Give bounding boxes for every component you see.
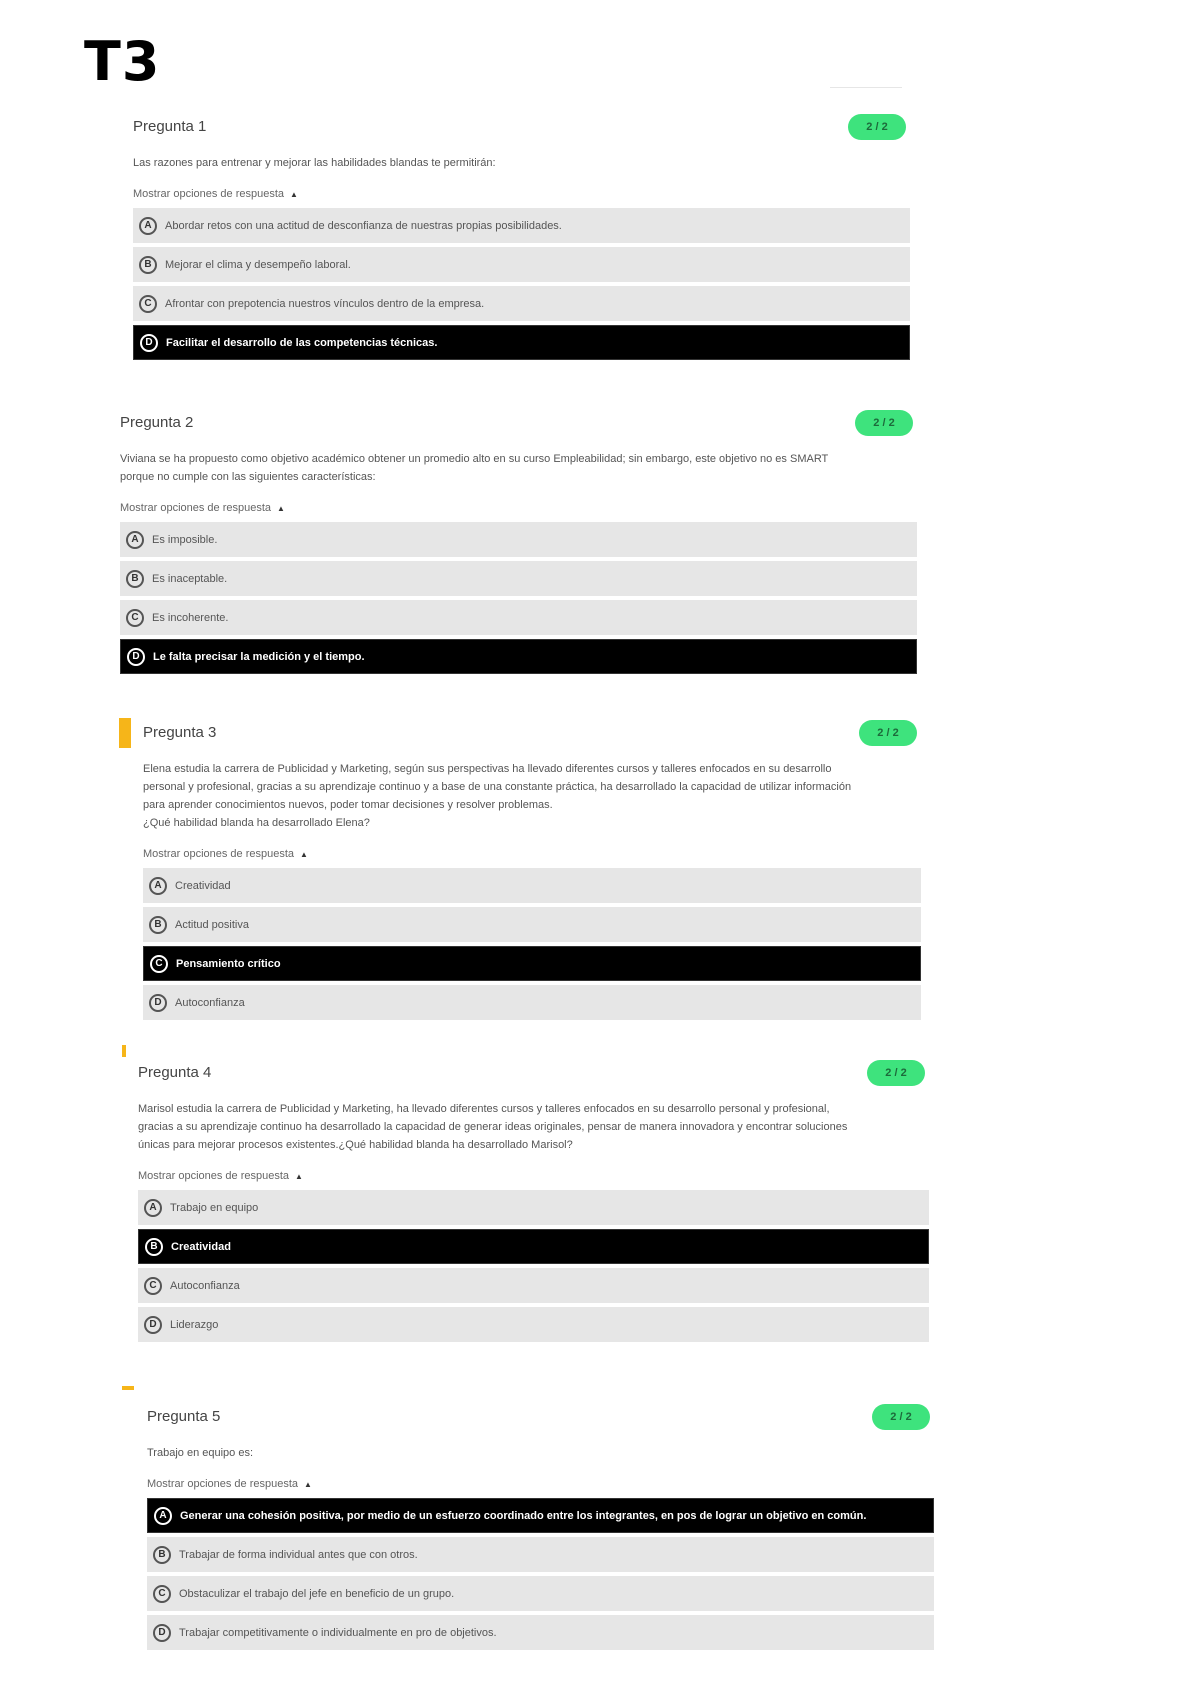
question-text (133, 154, 910, 172)
question-text (138, 1100, 929, 1154)
option-letter-icon: A (154, 1507, 172, 1525)
option-label: Autoconfianza (170, 1279, 240, 1292)
answer-option-c[interactable] (138, 1268, 929, 1303)
option-letter-icon: C (144, 1277, 162, 1295)
question-text-line: únicas para mejorar procesos existentes.¿Qué habilidad blanda ha desarrollado Marisol? (138, 1139, 573, 1151)
question-header (138, 1058, 929, 1088)
answer-options (143, 868, 921, 1020)
question-text-line: ¿Qué habilidad blanda ha desarrollado Elena? (143, 817, 370, 829)
question-text-line: Las razones para entrenar y mejorar las habilidades blandas te permitirán: (133, 157, 496, 169)
question-1 (133, 112, 910, 364)
option-letter-icon: C (126, 609, 144, 627)
score-badge: 2 / 2 (855, 410, 913, 436)
option-label: Es imposible. (152, 533, 218, 546)
answer-options (138, 1190, 929, 1342)
answer-option-a[interactable] (143, 868, 921, 903)
question-header (147, 1402, 934, 1432)
question-header (120, 408, 917, 438)
chevron-up-icon: ▲ (290, 189, 298, 199)
toggle-label: Mostrar opciones de respuesta (147, 1478, 299, 1490)
option-letter-icon: D (144, 1316, 162, 1334)
toggle-label: Mostrar opciones de respuesta (143, 848, 295, 860)
option-label: Trabajo en equipo (170, 1201, 259, 1214)
flag-marker (119, 718, 131, 748)
option-letter-icon: C (153, 1585, 171, 1603)
answer-options (147, 1498, 934, 1650)
option-label: Pensamiento crítico (176, 957, 281, 970)
option-label: Es inaceptable. (152, 572, 228, 585)
answer-option-b[interactable] (120, 561, 917, 596)
show-options-toggle[interactable] (143, 848, 921, 860)
question-text (147, 1444, 934, 1462)
answer-option-b[interactable] (133, 247, 910, 282)
answer-option-c[interactable] (133, 286, 910, 321)
option-letter-icon: B (149, 916, 167, 934)
answer-option-b[interactable] (138, 1229, 929, 1264)
option-letter-icon: C (139, 295, 157, 313)
score-badge: 2 / 2 (848, 114, 906, 140)
answer-option-d[interactable] (133, 325, 910, 360)
option-label: Es incoherente. (152, 611, 229, 624)
question-text-line: Elena estudia la carrera de Publicidad y Marketing, según sus perspectivas ha llevado diferentes cursos y talleres enfocados en su desarrollo (143, 763, 832, 775)
option-letter-icon: D (127, 648, 145, 666)
question-text (120, 450, 917, 486)
option-letter-icon: B (139, 256, 157, 274)
option-letter-icon: A (149, 877, 167, 895)
option-letter-icon: B (126, 570, 144, 588)
question-title: Pregunta 4 (138, 1064, 212, 1081)
question-text (143, 760, 921, 832)
answer-option-b[interactable] (147, 1537, 934, 1572)
flag-marker (122, 1045, 126, 1057)
option-label: Autoconfianza (175, 996, 245, 1009)
option-label: Le falta precisar la medición y el tiempo. (153, 650, 365, 663)
answer-option-c[interactable] (120, 600, 917, 635)
answer-option-a[interactable] (147, 1498, 934, 1533)
answer-options (120, 522, 917, 674)
page-title: T3 (84, 30, 161, 93)
question-text-line: Marisol estudia la carrera de Publicidad y Marketing, ha llevado diferentes cursos y talleres enfocados en su desarrollo personal y profesional, (138, 1103, 830, 1115)
show-options-toggle[interactable] (120, 502, 917, 514)
divider (830, 87, 902, 88)
question-title: Pregunta 3 (143, 724, 217, 741)
question-title: Pregunta 2 (120, 414, 194, 431)
option-label: Obstaculizar el trabajo del jefe en beneficio de un grupo. (179, 1587, 455, 1600)
option-label: Trabajar competitivamente o individualmente en pro de objetivos. (179, 1626, 497, 1639)
option-label: Creatividad (175, 879, 231, 892)
option-letter-icon: A (144, 1199, 162, 1217)
flag-marker (122, 1386, 134, 1390)
option-label: Liderazgo (170, 1318, 219, 1331)
score-badge: 2 / 2 (859, 720, 917, 746)
answer-option-c[interactable] (147, 1576, 934, 1611)
option-letter-icon: C (150, 955, 168, 973)
question-text-line: gracias a su aprendizaje continuo ha desarrollado la capacidad de generar ideas originales, pensar de manera innovadora y encontrar soluciones (138, 1121, 848, 1133)
answer-option-b[interactable] (143, 907, 921, 942)
show-options-toggle[interactable] (147, 1478, 934, 1490)
question-header (143, 718, 921, 748)
answer-option-a[interactable] (120, 522, 917, 557)
toggle-label: Mostrar opciones de respuesta (120, 502, 272, 514)
answer-option-d[interactable] (143, 985, 921, 1020)
option-letter-icon: B (153, 1546, 171, 1564)
option-letter-icon: B (145, 1238, 163, 1256)
answer-option-d[interactable] (138, 1307, 929, 1342)
question-text-line: personal y profesional, gracias a su aprendizaje continuo y a base de una constante práctica, ha desarrollado la capacidad de utilizar información (143, 781, 852, 793)
question-2 (120, 408, 917, 678)
option-label: Generar una cohesión positiva, por medio de un esfuerzo coordinado entre los integrantes, en pos de lograr un objetivo en común. (180, 1509, 867, 1522)
chevron-up-icon: ▲ (295, 1171, 303, 1181)
option-label: Creatividad (171, 1240, 231, 1253)
score-badge: 2 / 2 (867, 1060, 925, 1086)
question-4 (138, 1058, 929, 1346)
option-label: Mejorar el clima y desempeño laboral. (165, 258, 351, 271)
question-3 (143, 718, 921, 1024)
question-title: Pregunta 1 (133, 118, 207, 135)
question-text-line: Viviana se ha propuesto como objetivo académico obtener un promedio alto en su curso Empleabilidad; sin embargo, este objetivo no es SMART (120, 453, 829, 465)
chevron-up-icon: ▲ (300, 849, 308, 859)
question-text-line: Trabajo en equipo es: (147, 1447, 253, 1459)
question-text-line: porque no cumple con las siguientes características: (120, 471, 376, 483)
toggle-label: Mostrar opciones de respuesta (138, 1170, 290, 1182)
option-letter-icon: D (140, 334, 158, 352)
show-options-toggle[interactable] (138, 1170, 929, 1182)
question-header (133, 112, 910, 142)
option-label: Facilitar el desarrollo de las competencias técnicas. (166, 336, 438, 349)
answer-option-c[interactable] (143, 946, 921, 981)
option-letter-icon: D (153, 1624, 171, 1642)
answer-option-d[interactable] (120, 639, 917, 674)
toggle-label: Mostrar opciones de respuesta (133, 188, 285, 200)
answer-options (133, 208, 910, 360)
show-options-toggle[interactable] (133, 188, 910, 200)
score-badge: 2 / 2 (872, 1404, 930, 1430)
answer-option-a[interactable] (133, 208, 910, 243)
option-label: Actitud positiva (175, 918, 249, 931)
chevron-up-icon: ▲ (277, 503, 285, 513)
chevron-up-icon: ▲ (304, 1479, 312, 1489)
question-title: Pregunta 5 (147, 1408, 221, 1425)
option-letter-icon: A (139, 217, 157, 235)
question-text-line: para aprender conocimientos nuevos, poder tomar decisiones y resolver problemas. (143, 799, 553, 811)
option-label: Trabajar de forma individual antes que con otros. (179, 1548, 418, 1561)
option-label: Abordar retos con una actitud de desconfianza de nuestras propias posibilidades. (165, 219, 562, 232)
option-label: Afrontar con prepotencia nuestros vínculos dentro de la empresa. (165, 297, 485, 310)
question-5 (147, 1402, 934, 1654)
option-letter-icon: D (149, 994, 167, 1012)
option-letter-icon: A (126, 531, 144, 549)
answer-option-a[interactable] (138, 1190, 929, 1225)
answer-option-d[interactable] (147, 1615, 934, 1650)
